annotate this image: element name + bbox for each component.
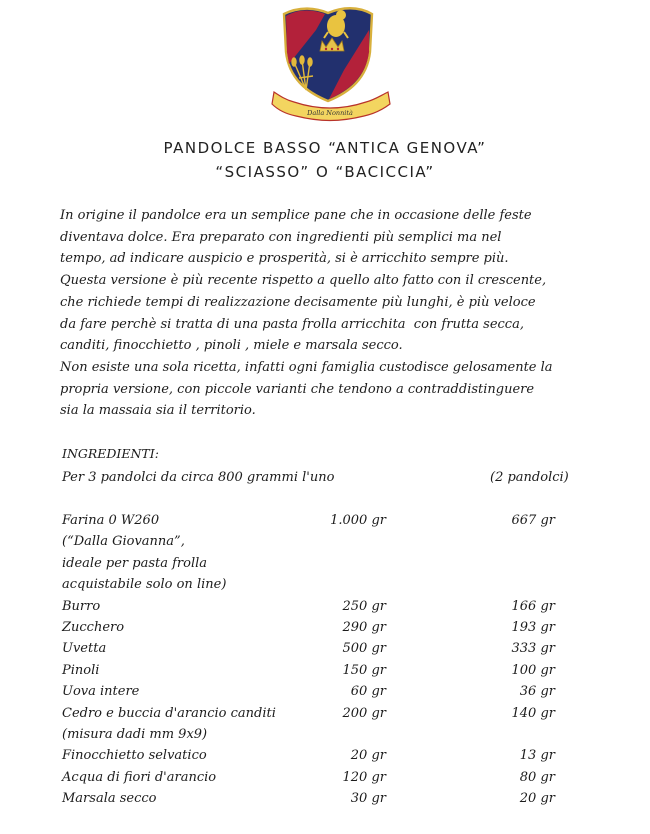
quantity-3-pandolci: 60 gr	[350, 684, 386, 700]
quantity-2-pandolci: 13 gr	[519, 748, 555, 764]
ingredient-row	[0, 745, 650, 766]
quantity-2-pandolci: 100 gr	[511, 662, 555, 678]
yield-label: Per 3 pandolci da circa 800 grammi l'uno	[62, 470, 335, 485]
yield-alt-label: (2 pandolci)	[490, 470, 569, 485]
ingredient-note-row	[0, 553, 650, 574]
ingredient-row	[0, 510, 650, 531]
ribbon-text: Dalla Nonnità	[307, 109, 353, 117]
ingredient-note-row	[0, 531, 650, 552]
ingredient-name: Cedro e buccia d'arancio canditi	[62, 705, 276, 721]
ingredient-note: acquistabile solo on line)	[62, 577, 227, 593]
ingredient-name: Marsala secco	[62, 791, 157, 807]
recipe-title	[0, 136, 650, 184]
ingredients-table	[0, 510, 650, 809]
ingredients-heading: INGREDIENTI:	[62, 446, 159, 461]
quantity-3-pandolci: 150 gr	[342, 662, 386, 678]
intro-paragraph	[60, 205, 553, 422]
ingredient-row	[0, 788, 650, 809]
quantity-3-pandolci: 30 gr	[350, 791, 386, 807]
quantity-3-pandolci: 200 gr	[342, 705, 386, 721]
ingredient-note-row	[0, 574, 650, 595]
quantity-2-pandolci: 333 gr	[511, 641, 555, 657]
ingredient-name: Farina 0 W260	[62, 513, 160, 528]
ingredient-row	[0, 617, 650, 638]
title-line-1: PANDOLCE BASSO “ANTICA GENOVA”	[163, 139, 487, 157]
ingredient-row	[0, 767, 650, 788]
ingredient-note: (misura dadi mm 9x9)	[62, 726, 208, 742]
intro-line: che richiede tempi di realizzazione decisamente più lunghi, è più veloce	[60, 294, 536, 310]
quantity-3-pandolci: 290 gr	[342, 619, 386, 635]
yield-row	[0, 467, 650, 489]
ingredient-name: Pinoli	[62, 662, 100, 678]
quantity-3-pandolci: 1.000 gr	[330, 513, 386, 528]
quantity-2-pandolci: 667 gr	[511, 513, 555, 528]
intro-line: Questa versione è più recente rispetto a quello alto fatto con il crescente,	[60, 273, 547, 289]
intro-line: tempo, ad indicare auspicio e prosperità, si è arricchito sempre più.	[60, 251, 509, 267]
ingredient-row	[0, 681, 650, 702]
intro-line: da fare perchè si tratta di una pasta frolla arricchita con frutta secca,	[60, 316, 524, 332]
ingredient-note-row	[0, 724, 650, 745]
ingredient-row	[0, 638, 650, 659]
ingredient-note: ideale per pasta frolla	[62, 555, 208, 571]
quantity-2-pandolci: 166 gr	[511, 598, 555, 614]
intro-line: Non esiste una sola ricetta, infatti ogni famiglia custodisce gelosamente la	[60, 359, 553, 375]
intro-line: diventava dolce. Era preparato con ingredienti più semplici ma nel	[60, 229, 502, 245]
ingredient-row	[0, 703, 650, 724]
quantity-2-pandolci: 36 gr	[519, 684, 555, 700]
ingredient-name: Burro	[62, 598, 101, 614]
intro-line: canditi, finocchietto , pinoli , miele e marsala secco.	[60, 338, 403, 354]
intro-line: propria versione, con piccole varianti che tendono a contraddistinguere	[60, 381, 535, 397]
quantity-3-pandolci: 20 gr	[350, 748, 386, 764]
ingredient-name: Acqua di fiori d'arancio	[62, 769, 217, 785]
quantity-2-pandolci: 80 gr	[519, 769, 555, 785]
ingredient-row	[0, 660, 650, 681]
quantity-2-pandolci: 20 gr	[519, 791, 555, 807]
intro-line: sia la massaia sia il territorio.	[60, 403, 256, 419]
quantity-3-pandolci: 500 gr	[342, 641, 386, 657]
ingredient-row	[0, 596, 650, 617]
title-line-2: “SCIASSO” O “BACICCIA”	[215, 163, 435, 181]
ingredient-name: Uova intere	[62, 684, 140, 700]
quantity-3-pandolci: 250 gr	[342, 598, 386, 614]
quantity-3-pandolci: 120 gr	[342, 769, 386, 785]
ingredient-name: Finocchietto selvatico	[62, 748, 207, 764]
ingredient-name: Zucchero	[62, 619, 125, 635]
ingredient-name: Uvetta	[62, 641, 107, 657]
intro-line: In origine il pandolce era un semplice pane che in occasione delle feste	[60, 208, 532, 223]
quantity-2-pandolci: 193 gr	[511, 619, 555, 635]
quantity-2-pandolci: 140 gr	[511, 705, 555, 721]
crest-logo	[266, 0, 394, 125]
ingredient-note: (“Dalla Giovanna”,	[62, 534, 185, 550]
